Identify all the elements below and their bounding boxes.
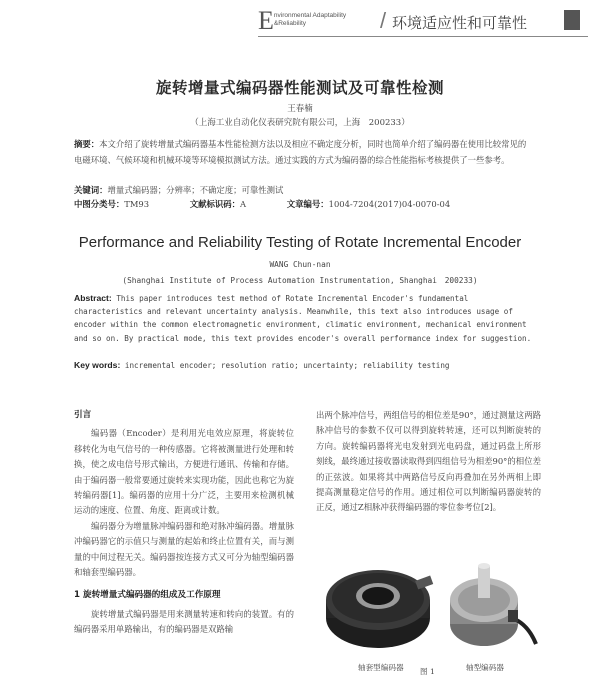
header-rule — [258, 36, 588, 37]
intro-paragraph-2: 编码器分为增量脉冲编码器和绝对脉冲编码器。增量脉冲编码器它的示值只与测量的起始和终止位置有关，而与测量的中间过程无关。编码器按连接方式又可分为轴型编码器和轴套型编码器。 — [74, 520, 294, 578]
clc-label: 中图分类号： — [74, 199, 125, 209]
title-en: Performance and Reliability Testing of Rotate Incremental Encoder — [78, 234, 522, 251]
abstract-zh-label: 摘要： — [74, 139, 100, 149]
journal-logo — [258, 6, 347, 35]
header-slash: / — [380, 8, 387, 33]
encoder-photos — [316, 548, 541, 660]
figure-1-label: 图 1 — [420, 667, 435, 676]
doc-code-label: 文献标识码： — [189, 199, 240, 209]
figure-1 — [316, 548, 541, 680]
logo-en-line1: nvironmental Adaptability — [273, 12, 347, 19]
caption-solid-shaft: 轴型编码器 — [466, 663, 504, 672]
affiliation-zh: （上海工业自动化仪表研究院有限公司，上海 200233） — [190, 118, 410, 128]
title-zh: 旋转增量式编码器性能测试及可靠性检测 — [155, 79, 444, 97]
article-no-label: 文章编号： — [286, 199, 329, 209]
caption-hollow-shaft: 轴套型编码器 — [358, 663, 404, 672]
classification-row — [74, 198, 450, 210]
header-corner-mark — [564, 10, 580, 30]
author-zh: 王春楠 — [287, 104, 313, 114]
clc-value: TM93 — [124, 199, 150, 209]
author-en: WANG Chun-nan — [269, 260, 331, 269]
abstract-zh-text: 本文介绍了旋转增量式编码器基本性能检测方法以及相应不确定度分析，同时也简单介绍了编码器在使用比较常见的电磁环境、气候环境和机械环境等环境模拟测试方法。通过实践的方式为编码器的综合性能指标考核提供了一些参考。 — [74, 139, 527, 165]
intro-heading: 引言 — [74, 410, 92, 420]
abstract-en — [74, 292, 540, 345]
doc-code-value: A — [240, 199, 247, 209]
header-section-title: 环境适应性和可靠性 — [392, 14, 528, 32]
logo-en-line2: &Reliability — [273, 20, 307, 27]
abstract-zh — [74, 137, 534, 168]
body-right-column — [316, 408, 541, 516]
keywords-en-text: incremental encoder; resolution ratio; uncertainty; reliability testing — [124, 361, 450, 370]
intro-paragraph-1: 编码器（Encoder）是利用光电效应原理，将旋转位移转化为电气信号的一种传感器。它将被测量进行处理和转换，使之成电信号形式输出，方便进行通讯、传输和存储。由于编码器一般常要通过旋转来实现功能，因此也称它为旋转编码器[1]。编码器的应用十分广泛，主要用来检测机械运动的速度、位置、角度、距离或计数。 — [74, 428, 294, 516]
affiliation-en: (Shanghai Institute of Process Automation Instrumentation, Shanghai 200233) — [122, 276, 478, 285]
keywords-en — [74, 360, 450, 370]
abstract-en-label: Abstract: — [74, 293, 112, 303]
section-1-paragraph: 旋转增量式编码器是用来测量转速和转向的装置。有的编码器采用单路输出，有的编码器是双路输 — [74, 608, 294, 635]
hollow-shaft-encoder-image — [326, 570, 433, 648]
abstract-en-text: This paper introduces test method of Rotate Incremental Encoder's fundamental characteristics and relevant uncertainty analysis. Meanwhile, this text also introduces usage of encoder within the common electromagnetic environment, climatic environment, mechanical environment and so on. By practical mode, this text provides encoder's overall performance index for suggestion. — [74, 294, 532, 343]
logo-english — [274, 12, 346, 28]
logo-letter: E — [258, 6, 274, 35]
section-1-heading: 1 旋转增量式编码器的组成及工作原理 — [74, 590, 221, 601]
article-no-value: 1004-7204(2017)04-0070-04 — [328, 199, 451, 209]
keywords-zh-label: 关键词： — [74, 185, 108, 195]
keywords-en-label: Key words: — [74, 360, 121, 370]
right-paragraph-1: 出两个脉冲信号，两组信号的相位差是90°，通过测量这两路脉冲信号的参数不仅可以得到旋转转速，还可以判断旋转的方向。旋转编码器将光电发射到光电码盘，通过码盘上所形刻线，最终通过接收器读取得到四组信号为相差90°的相位差的正弦波。如果将其中两路信号反向再叠加在另外两相上即提高测量稳定信号的作用。通过相位可以判断编码器旋转的正反，通过Z相脉冲获得编码器的零位参考位[2]。 — [316, 410, 541, 513]
keywords-zh — [74, 184, 283, 196]
keywords-zh-text: 增量式编码器；分辨率；不确定度；可靠性测试 — [107, 185, 284, 195]
solid-shaft-encoder-image — [450, 563, 536, 646]
body-left-column — [74, 408, 294, 638]
